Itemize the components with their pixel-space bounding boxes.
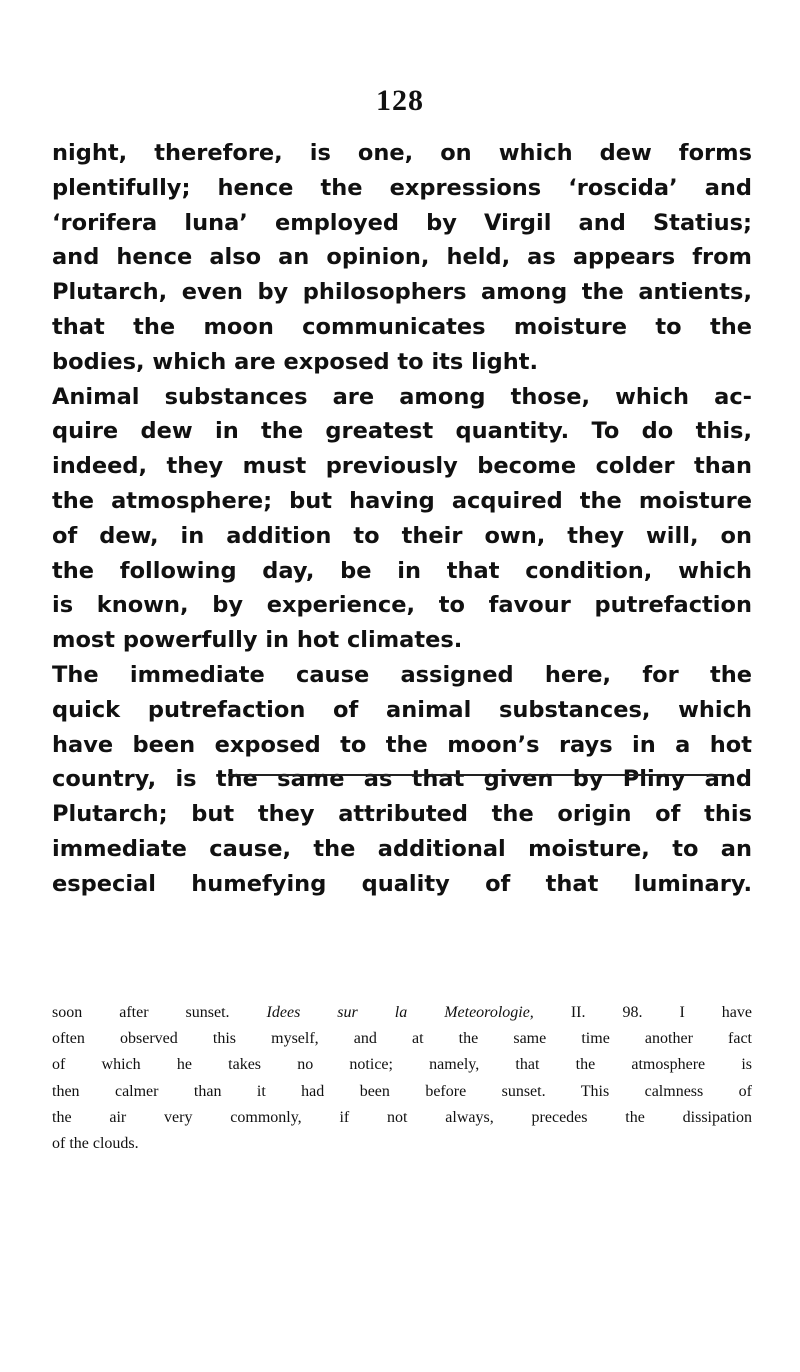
footnote-citation-title: Idees sur la Meteorologie, — [266, 1004, 534, 1021]
text-line: especial humefying quality of that luminary. — [52, 870, 752, 897]
text-line: quire dew in the greatest quantity. To do this, — [52, 418, 752, 445]
text-line: and hence also an opinion, held, as appears from — [52, 244, 752, 271]
text-line: the atmosphere; but having acquired the moisture — [52, 487, 752, 514]
footnote-line: the air very commonly, if not always, precedes the dissipation — [52, 1108, 752, 1126]
text-line: country, is the same as that given by Pliny and — [52, 766, 752, 793]
text-line: most powerfully in hot climates. — [52, 627, 463, 654]
text-line: night, therefore, is one, on which dew forms — [52, 140, 752, 166]
text-line: Animal substances are among those, which ac- — [52, 383, 752, 410]
text-line: immediate cause, the additional moisture, to an — [52, 835, 752, 862]
text-line: have been exposed to the moon’s rays in a hot — [52, 731, 752, 758]
page-number: 128 — [376, 84, 424, 117]
text-line: Plutarch; but they attributed the origin of this — [52, 801, 752, 828]
text-line: indeed, they must previously become colder than — [52, 453, 752, 480]
text-line: The immediate cause assigned here, for the — [52, 661, 752, 688]
text-line: the following day, be in that condition, which — [52, 557, 752, 584]
text-line: quick putrefaction of animal substances, which — [52, 696, 752, 723]
text-line: is known, by experience, to favour putrefaction — [52, 592, 752, 619]
paragraph-1 — [52, 136, 752, 380]
text-line: plentifully; hence the expressions ‘roscida’ and — [52, 174, 752, 201]
footnote-line: of which he takes no notice; namely, that the atmosphere is — [52, 1056, 752, 1074]
footnote — [52, 1000, 752, 1157]
footnote-line — [52, 1000, 752, 1026]
footnote-text: II. 98. I have — [533, 1004, 753, 1021]
footnote-divider — [228, 774, 726, 776]
text-line: Plutarch, even by philosophers among the antients, — [52, 279, 752, 306]
footnote-line: then calmer than it had been before sunset. This calmness of — [52, 1082, 752, 1100]
footnote-text: soon after sunset. — [52, 1004, 267, 1021]
text-line: that the moon communicates moisture to the — [52, 313, 752, 340]
text-line: of dew, in addition to their own, they will, on — [52, 522, 752, 549]
footnote-line: often observed this myself, and at the same time another fact — [52, 1030, 752, 1048]
footnote-line: of the clouds. — [52, 1135, 139, 1153]
main-text — [52, 136, 752, 902]
paragraph-2 — [52, 380, 752, 658]
text-line: ‘rorifera luna’ employed by Virgil and Statius; — [52, 209, 752, 236]
paragraph-3 — [52, 658, 752, 902]
text-line: bodies, which are exposed to its light. — [52, 348, 539, 375]
